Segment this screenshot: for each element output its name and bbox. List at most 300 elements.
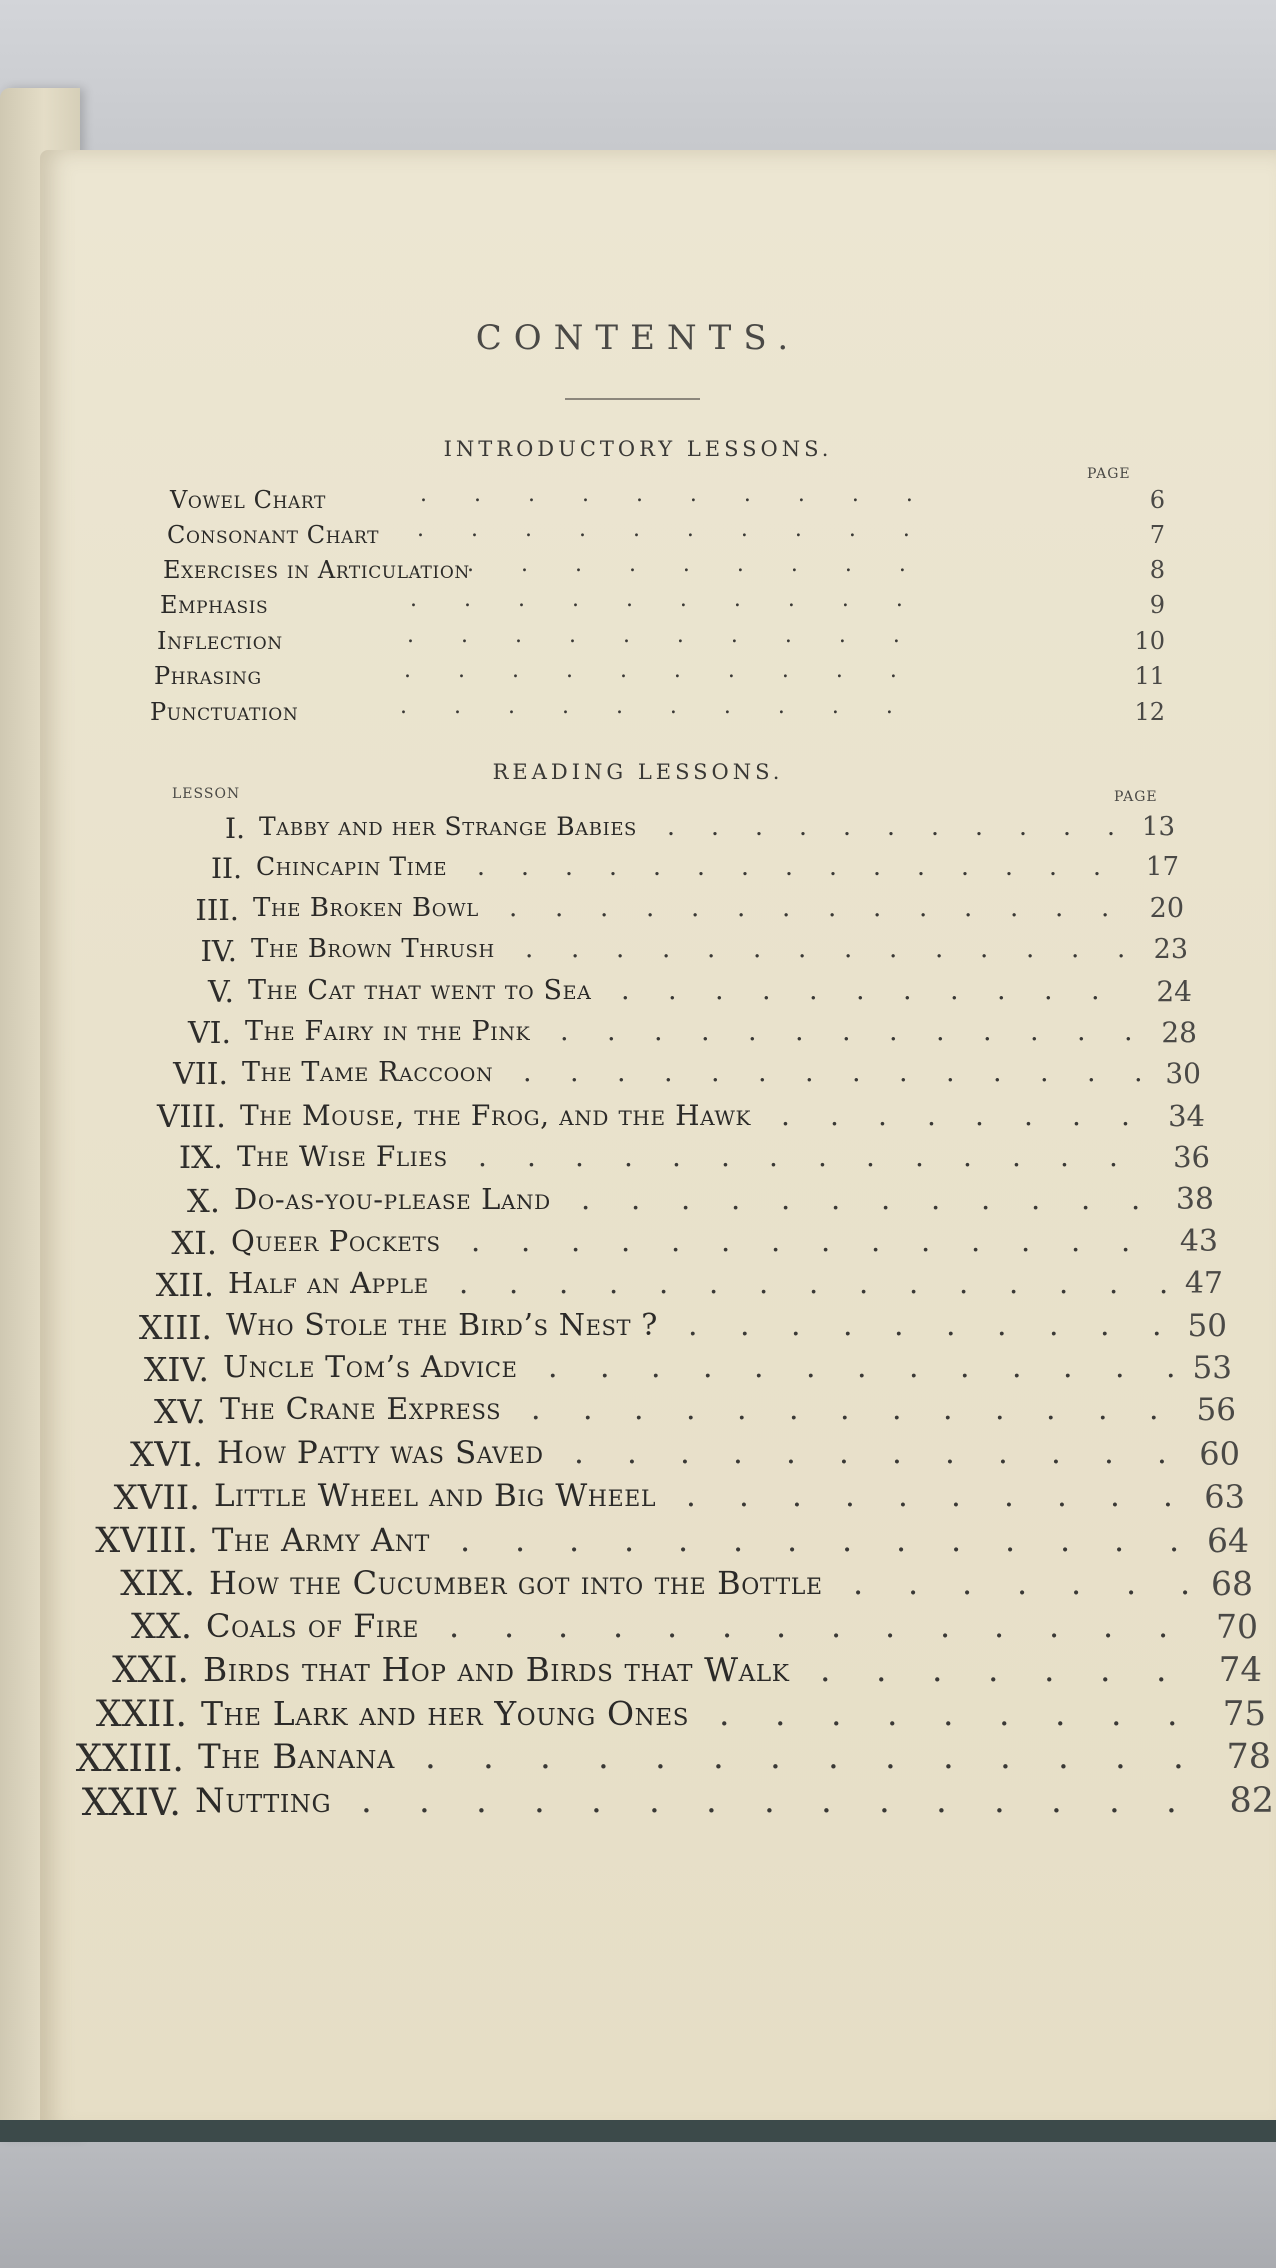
dot-leader: . xyxy=(1101,893,1110,923)
lesson-title: Uncle Tom’s Advice xyxy=(223,1350,518,1385)
dot-leader: . xyxy=(555,893,564,923)
dot-leader: . xyxy=(1100,1308,1110,1343)
dot-leader: . xyxy=(932,1650,943,1689)
dot-leader: . xyxy=(655,1737,666,1777)
dot-leader: . xyxy=(616,934,625,964)
dot-leader: . xyxy=(762,975,771,1006)
dot-leader: . xyxy=(892,1435,902,1471)
lesson-page: 70 xyxy=(1216,1607,1258,1646)
dot-leader: . xyxy=(667,812,675,841)
lesson-page: 43 xyxy=(1179,1224,1218,1259)
dot-leader: . xyxy=(613,1607,624,1645)
dot-leader: . xyxy=(960,1350,970,1385)
lesson-title: The Brown Thrush xyxy=(251,934,495,964)
dot-leader: . xyxy=(1012,1140,1021,1173)
dot-leader: . xyxy=(866,1140,875,1173)
dot-leader: . xyxy=(721,1224,731,1258)
dot-leader: . xyxy=(821,1781,832,1821)
dot-leader: . xyxy=(951,1478,961,1514)
dot-leader: . xyxy=(950,975,959,1006)
lesson-title: Half an Apple xyxy=(228,1266,429,1300)
dot-leader: . xyxy=(1051,1781,1062,1821)
dot-leader: . xyxy=(1100,1650,1111,1689)
introductory-heading: INTRODUCTORY LESSONS. xyxy=(443,437,833,461)
dot-leader: . xyxy=(621,975,630,1006)
dot-leader: . xyxy=(889,1016,898,1047)
dot-leader: . xyxy=(653,852,661,881)
dot-leader: . xyxy=(997,975,1006,1006)
dot-leader: . xyxy=(646,893,655,923)
dot-leader: . xyxy=(1071,934,1080,964)
dot-leader: . xyxy=(1071,1564,1082,1602)
lesson-page: 50 xyxy=(1187,1308,1227,1344)
dot-leader: . xyxy=(789,1392,799,1427)
dot-leader: . xyxy=(686,1478,696,1514)
dot-leader: . xyxy=(737,1392,747,1427)
dot-leader: . xyxy=(534,1781,545,1821)
lesson-numeral: I. xyxy=(225,812,245,845)
dot-leader: . xyxy=(671,1224,681,1258)
dot-leader: . xyxy=(581,1182,591,1216)
lesson-page: 63 xyxy=(1204,1478,1245,1516)
dot-leader: . xyxy=(1051,1435,1061,1471)
reading-heading: READING LESSONS. xyxy=(492,760,784,784)
dot-leader: . xyxy=(1000,1737,1011,1777)
dot-leader: . xyxy=(919,893,928,923)
lesson-title: The Broken Bowl xyxy=(253,893,479,923)
lesson-page: 68 xyxy=(1211,1564,1253,1603)
dot-leader: . xyxy=(678,1521,689,1559)
dot-leader: . xyxy=(1163,1478,1173,1514)
dot-leader: . xyxy=(361,1781,372,1821)
lesson-numeral: XXII. xyxy=(95,1694,187,1735)
dot-leader: . xyxy=(739,1478,749,1514)
lesson-numeral: XVIII. xyxy=(95,1521,198,1561)
dot-leader: . xyxy=(791,1308,801,1343)
dot-leader: . xyxy=(981,1182,991,1216)
dot-leader: . xyxy=(998,1435,1008,1471)
lesson-title: The Tame Raccoon xyxy=(242,1057,494,1088)
dot-leader: . xyxy=(1030,1016,1039,1047)
dot-leader: . xyxy=(688,1308,698,1343)
dot-leader: . xyxy=(1114,1521,1125,1559)
dot-leader: . . . . . . . . . . xyxy=(417,517,910,542)
dot-leader: . xyxy=(1115,1350,1125,1385)
dot-leader: . xyxy=(764,1781,775,1821)
dot-leader: . xyxy=(523,1057,532,1088)
dot-leader: . xyxy=(755,812,763,841)
dot-leader: . xyxy=(879,1781,890,1821)
dot-leader: . xyxy=(940,1607,951,1645)
lesson-page: 30 xyxy=(1165,1057,1201,1090)
dot-leader: . xyxy=(842,1016,851,1047)
dot-leader: . xyxy=(1157,1435,1167,1471)
dot-leader: . xyxy=(881,1182,891,1216)
lesson-page: 60 xyxy=(1199,1435,1240,1473)
dot-leader: . xyxy=(449,1607,460,1645)
dot-leader: . xyxy=(591,1781,602,1821)
intro-item-label: Inflection xyxy=(157,627,283,655)
dot-leader: . xyxy=(1107,812,1115,841)
dot-leader: . xyxy=(483,1737,494,1777)
dot-leader: . xyxy=(1149,1392,1159,1427)
dot-leader: . xyxy=(843,812,851,841)
dot-leader: . xyxy=(799,812,807,841)
dot-leader: . xyxy=(703,1350,713,1385)
dot-leader: . xyxy=(1005,1521,1016,1559)
lesson-numeral: XVI. xyxy=(130,1435,203,1475)
dot-leader: . xyxy=(733,1521,744,1559)
lesson-numeral: XIII. xyxy=(138,1308,212,1347)
lesson-page: 82 xyxy=(1229,1781,1274,1821)
page-title: CONTENTS. xyxy=(475,318,801,358)
dot-leader: . xyxy=(565,852,573,881)
dot-leader: . xyxy=(609,1266,619,1300)
dot-leader: . xyxy=(943,1694,954,1733)
dot-leader: . xyxy=(964,893,973,923)
dot-leader: . xyxy=(1044,975,1053,1006)
dot-leader: . xyxy=(598,1737,609,1777)
dot-leader: . xyxy=(701,1016,710,1047)
dot-leader: . xyxy=(721,1140,730,1173)
dot-leader: . xyxy=(558,1607,569,1645)
dot-leader: . xyxy=(795,1016,804,1047)
dot-leader: . xyxy=(1077,1016,1086,1047)
intro-item-label: Emphasis xyxy=(160,591,269,619)
dot-leader: . xyxy=(1040,1057,1049,1088)
dot-leader: . xyxy=(1109,1266,1119,1300)
lesson-page: 34 xyxy=(1168,1099,1205,1133)
dot-leader: . xyxy=(722,1607,733,1645)
dot-leader: . xyxy=(709,1266,719,1300)
dot-leader: . xyxy=(1060,1521,1071,1559)
dot-leader: . xyxy=(1058,1737,1069,1777)
dot-leader: . xyxy=(945,1435,955,1471)
dot-leader: . . . . . . . . . . xyxy=(400,694,893,719)
lesson-title: The Banana xyxy=(198,1737,395,1777)
dot-leader: . xyxy=(887,812,895,841)
dot-leader: . xyxy=(995,1392,1005,1427)
dot-leader: . xyxy=(1072,1099,1081,1132)
dot-leader: . xyxy=(946,1308,956,1343)
lesson-numeral: XIV. xyxy=(143,1350,209,1389)
dot-leader: . xyxy=(686,1392,696,1427)
dot-leader: . xyxy=(963,1140,972,1173)
dot-leader: . xyxy=(903,975,912,1006)
lesson-title: The Mouse, the Frog, and the Hawk xyxy=(240,1099,752,1132)
dot-leader: . xyxy=(782,893,791,923)
lesson-numeral: IX. xyxy=(178,1140,223,1176)
dot-leader: . xyxy=(931,812,939,841)
dot-leader: . xyxy=(1055,1694,1066,1733)
dot-leader: . xyxy=(571,1224,581,1258)
lesson-title: Birds that Hop and Birds that Walk xyxy=(203,1650,790,1689)
backdrop-top xyxy=(0,0,1276,160)
dot-leader: . xyxy=(994,1607,1005,1645)
dot-leader: . xyxy=(1093,852,1101,881)
dot-leader: . xyxy=(477,852,485,881)
dot-leader: . xyxy=(672,1140,681,1173)
dot-leader: . xyxy=(624,1140,633,1173)
lesson-title: Coals of Fire xyxy=(206,1607,420,1645)
dot-leader: . xyxy=(574,1435,584,1471)
dot-leader: . . . . . . . . . . xyxy=(407,623,900,648)
lesson-numeral: XV. xyxy=(153,1392,206,1431)
dot-leader: . xyxy=(1109,1781,1120,1821)
intro-item-label: Vowel Chart xyxy=(170,486,326,514)
dot-leader: . xyxy=(873,893,882,923)
dot-leader: . xyxy=(733,1435,743,1471)
dot-leader: . xyxy=(959,1266,969,1300)
lesson-page: 78 xyxy=(1226,1737,1271,1777)
dot-leader: . xyxy=(993,1057,1002,1088)
dot-leader: . xyxy=(781,1099,790,1132)
dot-leader: . xyxy=(1004,1478,1014,1514)
lesson-page: 64 xyxy=(1207,1521,1249,1560)
lesson-title: The Lark and her Young Ones xyxy=(201,1694,690,1733)
dot-leader: . xyxy=(769,1140,778,1173)
dot-leader: . xyxy=(943,1737,954,1777)
lesson-title: The Army Ant xyxy=(212,1521,430,1559)
dot-leader: . xyxy=(631,1182,641,1216)
dot-leader: . xyxy=(525,934,534,964)
lesson-page: 13 xyxy=(1141,812,1175,842)
dot-leader: . xyxy=(775,1694,786,1733)
dot-leader: . xyxy=(892,1392,902,1427)
dot-leader: . xyxy=(878,1099,887,1132)
dot-leader: . xyxy=(664,1057,673,1088)
lesson-title: The Fairy in the Pink xyxy=(245,1016,531,1047)
dot-leader: . xyxy=(894,1308,904,1343)
lesson-title: How Patty was Saved xyxy=(217,1435,544,1471)
intro-item-page: 7 xyxy=(1149,521,1165,549)
dot-leader: . xyxy=(1005,852,1013,881)
lesson-page: 17 xyxy=(1145,852,1179,882)
dot-leader: . xyxy=(1031,1182,1041,1216)
dot-leader: . xyxy=(776,1607,787,1645)
dot-leader: . xyxy=(809,975,818,1006)
lesson-title: Little Wheel and Big Wheel xyxy=(214,1478,657,1514)
dot-leader: . xyxy=(1091,975,1100,1006)
dot-leader: . xyxy=(1087,1057,1096,1088)
dot-leader: . xyxy=(1063,1350,1073,1385)
lesson-page: 75 xyxy=(1222,1694,1266,1734)
dot-leader: . xyxy=(681,1182,691,1216)
dot-leader: . xyxy=(839,1435,849,1471)
dot-leader: . xyxy=(1104,1435,1114,1471)
dot-leader: . xyxy=(917,852,925,881)
dot-leader: . xyxy=(889,934,898,964)
dot-leader: . xyxy=(873,852,881,881)
dot-leader: . xyxy=(569,1521,580,1559)
dot-leader: . xyxy=(419,1781,430,1821)
intro-item-page: 10 xyxy=(1134,627,1165,655)
lesson-numeral: XXIII. xyxy=(75,1737,184,1780)
dot-leader: . xyxy=(1063,812,1071,841)
dot-leader: . xyxy=(1055,893,1064,923)
dot-leader: . xyxy=(943,1392,953,1427)
dot-leader: . xyxy=(1044,1650,1055,1689)
dot-leader: . . . . . . . . . . xyxy=(410,587,903,612)
lesson-page: 56 xyxy=(1196,1392,1236,1428)
dot-leader: . xyxy=(975,1099,984,1132)
dot-leader: . xyxy=(624,1521,635,1559)
dot-leader: . xyxy=(770,1737,781,1777)
lesson-numeral: II. xyxy=(210,852,242,885)
lesson-page: 36 xyxy=(1173,1140,1210,1174)
dot-leader: . xyxy=(1124,1016,1133,1047)
dot-leader: . xyxy=(844,934,853,964)
dot-leader: . xyxy=(504,1607,515,1645)
dot-leader: . xyxy=(829,852,837,881)
dot-leader: . xyxy=(758,1057,767,1088)
dot-leader: . xyxy=(859,1266,869,1300)
dot-leader: . xyxy=(1010,893,1019,923)
dot-leader: . xyxy=(1117,934,1126,964)
dot-leader: . xyxy=(627,1435,637,1471)
dot-leader: . xyxy=(521,852,529,881)
dot-leader: . xyxy=(753,934,762,964)
dot-leader: . xyxy=(856,975,865,1006)
dot-leader: . xyxy=(651,1350,661,1385)
dot-leader: . xyxy=(715,975,724,1006)
dot-leader: . xyxy=(654,1016,663,1047)
dot-leader: . xyxy=(1017,1564,1028,1602)
dot-leader: . xyxy=(621,1224,631,1258)
dot-leader: . xyxy=(828,893,837,923)
dot-leader: . xyxy=(759,1266,769,1300)
dot-leader: . xyxy=(961,852,969,881)
dot-leader: . xyxy=(1166,1781,1177,1821)
dot-leader: . xyxy=(1103,1607,1114,1645)
lesson-numeral: VI. xyxy=(187,1016,231,1051)
dot-leader: . xyxy=(921,1224,931,1258)
dot-leader: . xyxy=(697,852,705,881)
lesson-numeral: VII. xyxy=(173,1057,228,1092)
dot-leader: . xyxy=(946,1057,955,1088)
dot-leader: . xyxy=(1131,1182,1141,1216)
lesson-title: How the Cucumber got into the Bottle xyxy=(209,1564,823,1602)
dot-leader: . xyxy=(515,1521,526,1559)
dot-leader: . xyxy=(1071,1224,1081,1258)
dot-leader: . xyxy=(713,1737,724,1777)
dot-leader: . xyxy=(1115,1737,1126,1777)
intro-item-label: Punctuation xyxy=(150,698,299,726)
dot-leader: . xyxy=(731,1182,741,1216)
dot-leader: . xyxy=(460,1521,471,1559)
dot-leader: . xyxy=(845,1478,855,1514)
title-rule xyxy=(565,398,700,400)
dot-leader: . xyxy=(571,934,580,964)
intro-item-label: Phrasing xyxy=(154,662,262,690)
dot-leader: . . . . . . . . . . xyxy=(420,482,913,507)
dot-leader: . xyxy=(1152,1308,1162,1343)
dot-leader: . xyxy=(740,1308,750,1343)
lesson-title: Do-as-you-please Land xyxy=(234,1182,551,1216)
lesson-title: Who Stole the Bird’s Nest ? xyxy=(226,1308,658,1343)
lesson-page: 20 xyxy=(1149,893,1184,924)
dot-leader: . xyxy=(787,1521,798,1559)
dot-leader: . xyxy=(521,1224,531,1258)
dot-leader: . xyxy=(634,1392,644,1427)
dot-leader: . xyxy=(915,1140,924,1173)
lesson-numeral: X. xyxy=(187,1182,220,1220)
dot-leader: . xyxy=(1156,1650,1167,1689)
dot-leader: . xyxy=(806,1350,816,1385)
lesson-title: Tabby and her Strange Babies xyxy=(259,812,637,841)
introductory-page-label: PAGE xyxy=(1087,466,1131,482)
backdrop-bottom xyxy=(0,2140,1276,2268)
dot-leader: . xyxy=(792,1478,802,1514)
dot-leader: . xyxy=(909,1266,919,1300)
lesson-page: 38 xyxy=(1175,1182,1214,1217)
dot-leader: . xyxy=(1121,1099,1130,1132)
dot-leader: . xyxy=(785,852,793,881)
dot-leader: . xyxy=(1049,852,1057,881)
dot-leader: . xyxy=(876,1650,887,1689)
dot-leader: . xyxy=(994,1781,1005,1821)
lesson-page: 74 xyxy=(1218,1650,1262,1690)
intro-item-page: 11 xyxy=(1134,662,1165,690)
dot-leader: . xyxy=(885,1737,896,1777)
dot-leader: . xyxy=(1167,1694,1178,1733)
lesson-title: Queer Pockets xyxy=(231,1224,441,1258)
intro-item-page: 6 xyxy=(1149,486,1165,514)
dot-leader: . xyxy=(609,852,617,881)
dot-leader: . xyxy=(843,1308,853,1343)
dot-leader: . xyxy=(798,934,807,964)
lesson-numeral: IV. xyxy=(200,934,237,968)
lesson-numeral: VIII. xyxy=(157,1099,226,1135)
intro-item-label: Consonant Chart xyxy=(167,521,380,549)
dot-leader: . xyxy=(719,1694,730,1733)
lesson-numeral: V. xyxy=(208,975,234,1010)
dot-leader: . xyxy=(1110,1478,1120,1514)
dot-leader: . xyxy=(1158,1607,1169,1645)
dot-leader: . xyxy=(1060,1140,1069,1173)
reading-page-label: PAGE xyxy=(1114,789,1158,805)
dot-leader: . xyxy=(908,1564,919,1602)
dot-leader: . xyxy=(667,1607,678,1645)
dot-leader: . xyxy=(476,1781,487,1821)
dot-leader: . xyxy=(668,975,677,1006)
dot-leader: . . . . . . . . . . xyxy=(404,658,897,683)
dot-leader: . xyxy=(548,1350,558,1385)
dot-leader: . xyxy=(781,1182,791,1216)
dot-leader: . xyxy=(707,934,716,964)
dot-leader: . xyxy=(607,1016,616,1047)
dot-leader: . xyxy=(1180,1564,1191,1602)
lesson-numeral: III. xyxy=(195,893,239,927)
dot-leader: . xyxy=(831,1694,842,1733)
lesson-title: Nutting xyxy=(195,1781,332,1821)
dot-leader: . xyxy=(1166,1350,1176,1385)
dot-leader: . xyxy=(828,1737,839,1777)
dot-leader: . xyxy=(988,1650,999,1689)
dot-leader: . xyxy=(842,1521,853,1559)
dot-leader: . xyxy=(600,893,609,923)
dot-leader: . xyxy=(887,1694,898,1733)
dot-leader: . xyxy=(820,1650,831,1689)
dot-leader: . xyxy=(617,1057,626,1088)
dot-leader: . xyxy=(706,1781,717,1821)
dot-leader: . xyxy=(927,1099,936,1132)
dot-leader: . xyxy=(459,1266,469,1300)
dot-leader: . xyxy=(885,1607,896,1645)
dot-leader: . xyxy=(971,1224,981,1258)
dot-leader: . xyxy=(931,1182,941,1216)
dot-leader: . xyxy=(1111,1694,1122,1733)
